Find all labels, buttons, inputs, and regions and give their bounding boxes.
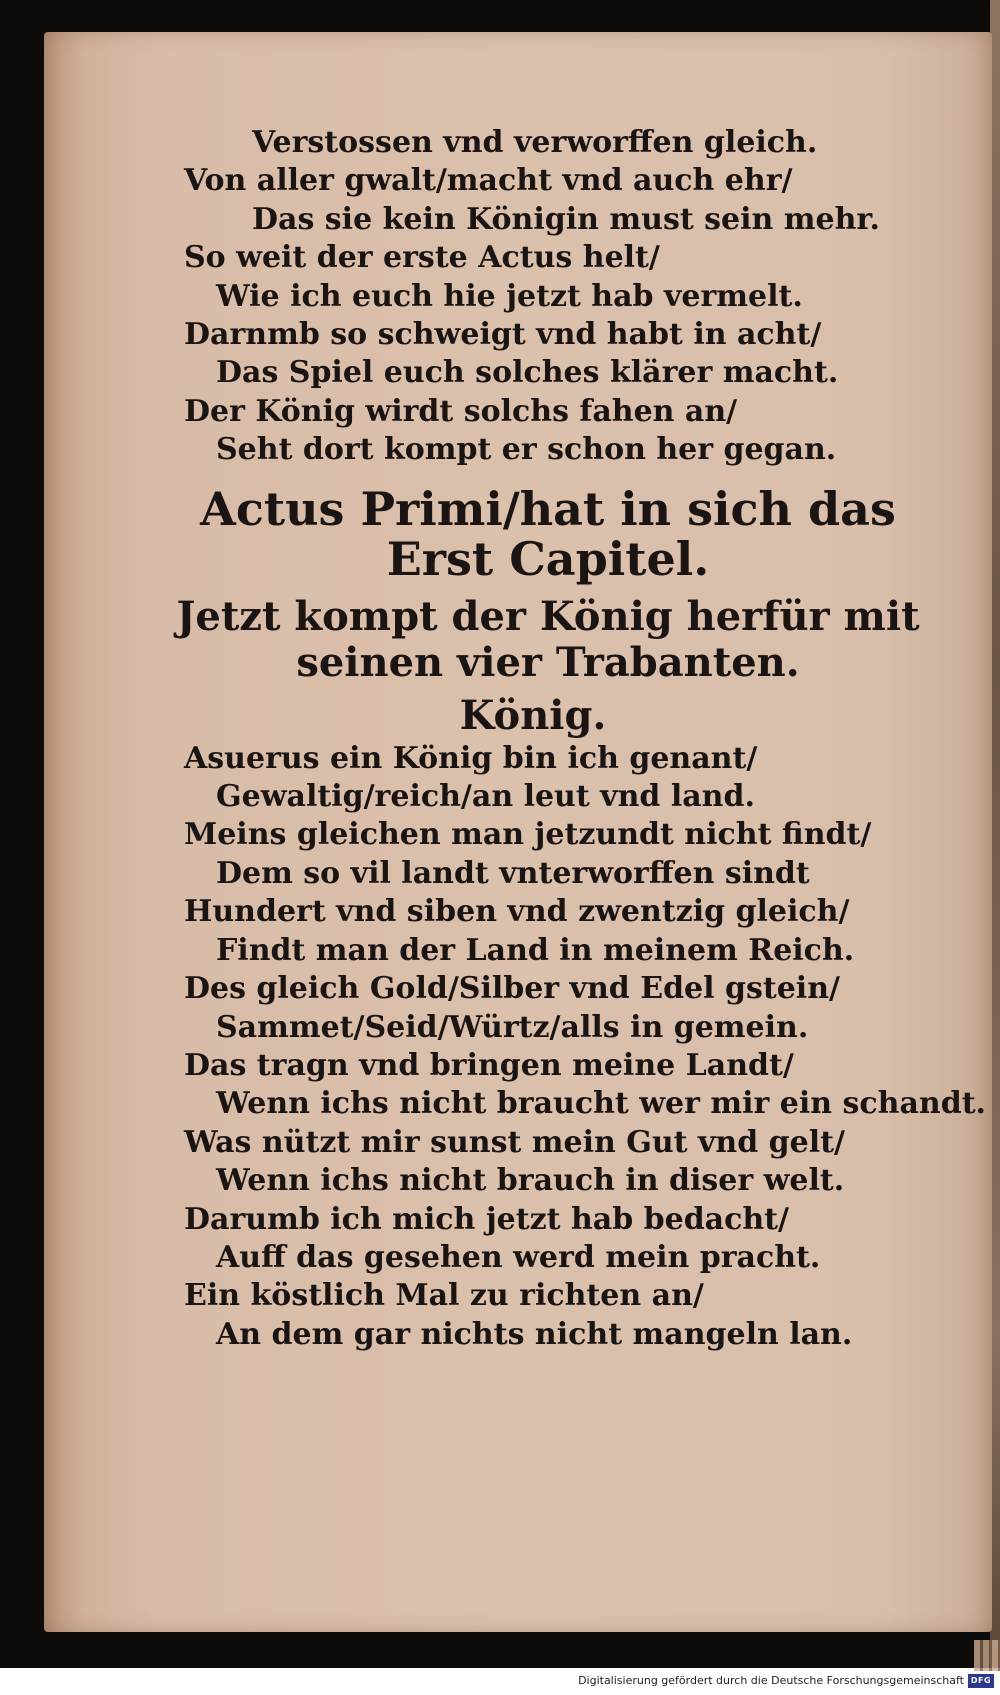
verse-line: Sammet/Seid/Würtz/alls in gemein.	[216, 1009, 809, 1045]
book-page	[44, 32, 992, 1632]
act-heading-line: Actus Primi/hat in sich das	[200, 481, 896, 536]
verse-line: Ein köstlich Mal zu richten an/	[184, 1278, 704, 1314]
page-text	[44, 124, 992, 1354]
verse-block-speech	[44, 740, 992, 1355]
verse-line: Das tragn vnd bringen meine Landt/	[184, 1047, 794, 1083]
verse-line: Auff das gesehen werd mein pracht.	[216, 1239, 821, 1275]
funding-credit: Digitalisierung gefördert durch die Deutsche Forschungsgemeinschaft	[578, 1674, 964, 1687]
verse-line: Wenn ichs nicht braucht wer mir ein schandt.	[216, 1086, 986, 1122]
verse-line: Asuerus ein König bin ich genant/	[184, 740, 758, 776]
verse-line: Wie ich euch hie jetzt hab vermelt.	[216, 278, 803, 314]
verse-line: Darnmb so schweigt vnd habt in acht/	[184, 317, 822, 353]
verse-line: Was nützt mir sunst mein Gut vnd gelt/	[184, 1124, 845, 1160]
verse-line: An dem gar nichts nicht mangeln lan.	[216, 1316, 853, 1352]
dfg-logo: DFG	[968, 1674, 994, 1688]
verse-line: Hundert vnd siben vnd zwentzig gleich/	[184, 894, 850, 930]
stage-direction-line: Jetzt kompt der König herfür mit	[176, 592, 920, 640]
verse-line: Von aller gwalt/macht vnd auch ehr/	[184, 163, 793, 199]
verse-line: Meins gleichen man jetzundt nicht findt/	[184, 817, 872, 853]
stage-direction-line: seinen vier Trabanten.	[296, 638, 800, 686]
verse-line: Dem so vil landt vnterworffen sindt	[216, 855, 810, 891]
footer-bar	[0, 1671, 1000, 1695]
verse-line: Der König wirdt solchs fahen an/	[184, 393, 738, 429]
verse-line: Das sie kein Königin must sein mehr.	[252, 201, 880, 237]
stage-direction	[44, 594, 992, 686]
verse-line: Findt man der Land in meinem Reich.	[216, 932, 855, 968]
verse-line: So weit der erste Actus helt/	[184, 240, 660, 276]
verse-line: Das Spiel euch solches klärer macht.	[216, 355, 839, 391]
verse-line: Verstossen vnd verworffen gleich.	[252, 125, 818, 160]
verse-line: Wenn ichs nicht brauch in diser welt.	[216, 1163, 845, 1199]
act-heading	[44, 481, 992, 586]
verse-line: Des gleich Gold/Silber vnd Edel gstein/	[184, 971, 840, 1007]
act-heading-line: Erst Capitel.	[386, 531, 710, 586]
verse-block-intro	[44, 124, 992, 470]
speaker-name: König.	[459, 691, 607, 739]
verse-line: Seht dort kompt er schon her gegan.	[216, 432, 837, 468]
verse-line: Gewaltig/reich/an leut vnd land.	[216, 779, 755, 815]
verse-line: Darumb ich mich jetzt hab bedacht/	[184, 1201, 789, 1237]
